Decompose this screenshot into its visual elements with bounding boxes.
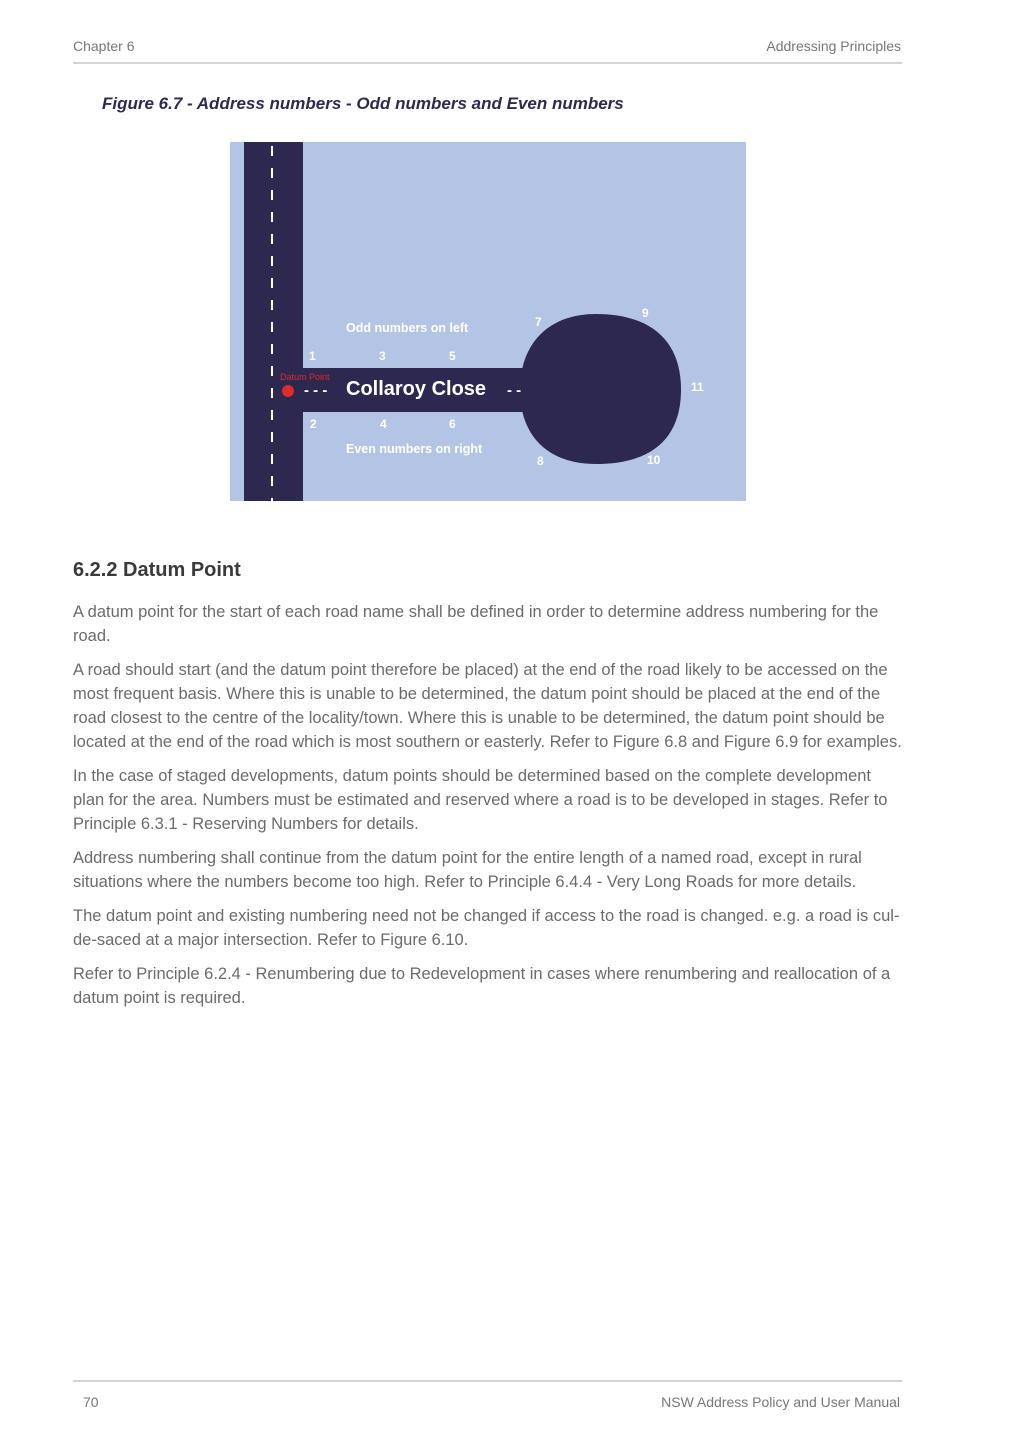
chapter-label: Chapter 6 bbox=[73, 38, 135, 54]
paragraph: In the case of staged developments, datum points should be determined based on the complete development plan for the area. Numbers must be estimated and reserved where a road is to be developed in stages. Refer to Principle 6.3.1 - Reserving Numbers for details. bbox=[73, 767, 888, 833]
road-dash-right: - - bbox=[507, 382, 522, 399]
main-road bbox=[244, 142, 303, 501]
address-number-9: 9 bbox=[642, 306, 649, 320]
paragraph: Refer to Principle 6.2.4 - Renumbering due to Redevelopment in cases where renumbering and reallocation of a datum point is required. bbox=[73, 965, 891, 1007]
datum-point-marker bbox=[282, 385, 294, 397]
address-number-7: 7 bbox=[535, 315, 542, 329]
address-number-10: 10 bbox=[647, 453, 661, 467]
section-body bbox=[73, 600, 903, 1020]
address-number-11: 11 bbox=[691, 380, 704, 394]
address-number-3: 3 bbox=[379, 349, 386, 363]
page-number: 70 bbox=[83, 1394, 99, 1410]
road-name: Collaroy Close bbox=[346, 378, 487, 400]
address-number-8: 8 bbox=[537, 454, 544, 468]
address-number-5: 5 bbox=[449, 349, 456, 363]
address-number-2: 2 bbox=[310, 417, 317, 431]
document-title: NSW Address Policy and User Manual bbox=[661, 1394, 900, 1410]
address-number-1: 1 bbox=[309, 349, 316, 363]
paragraph: The datum point and existing numbering need not be changed if access to the road is changed. e.g. a road is cul-de-saced at a major intersection. Refer to Figure 6.10. bbox=[73, 907, 900, 949]
paragraph: A road should start (and the datum point therefore be placed) at the end of the road likely to be accessed on the most frequent basis. Where this is unable to be determined, the datum point should be placed at the end of the road closest to the centre of the locality/town. Where this is unable to be determined, the datum point should be located at the end of the road which is most southern or easterly. Refer to Figure 6.8 and Figure 6.9 for examples. bbox=[73, 661, 902, 751]
address-numbering-figure bbox=[230, 142, 746, 501]
address-number-6: 6 bbox=[449, 417, 456, 431]
figure-caption: Figure 6.7 - Address numbers - Odd numbers and Even numbers bbox=[102, 94, 624, 113]
paragraph: A datum point for the start of each road name shall be defined in order to determine address numbering for the road. bbox=[73, 603, 879, 645]
page-footer bbox=[73, 1380, 902, 1412]
odd-numbers-label: Odd numbers on left bbox=[346, 321, 469, 335]
road-dash-left: - - - bbox=[304, 382, 328, 399]
even-numbers-label: Even numbers on right bbox=[346, 442, 483, 456]
address-number-4: 4 bbox=[380, 417, 387, 431]
figure-background bbox=[230, 142, 746, 501]
cul-de-sac bbox=[520, 314, 681, 464]
page-header bbox=[73, 36, 902, 64]
datum-point-label: Datum Point bbox=[280, 372, 330, 382]
paragraph: Address numbering shall continue from the datum point for the entire length of a named road, except in rural situations where the numbers become too high. Refer to Principle 6.4.4 - Very Long Roads for more details. bbox=[73, 849, 862, 891]
chapter-title: Addressing Principles bbox=[766, 38, 901, 54]
section-heading: 6.2.2 Datum Point bbox=[73, 559, 241, 581]
